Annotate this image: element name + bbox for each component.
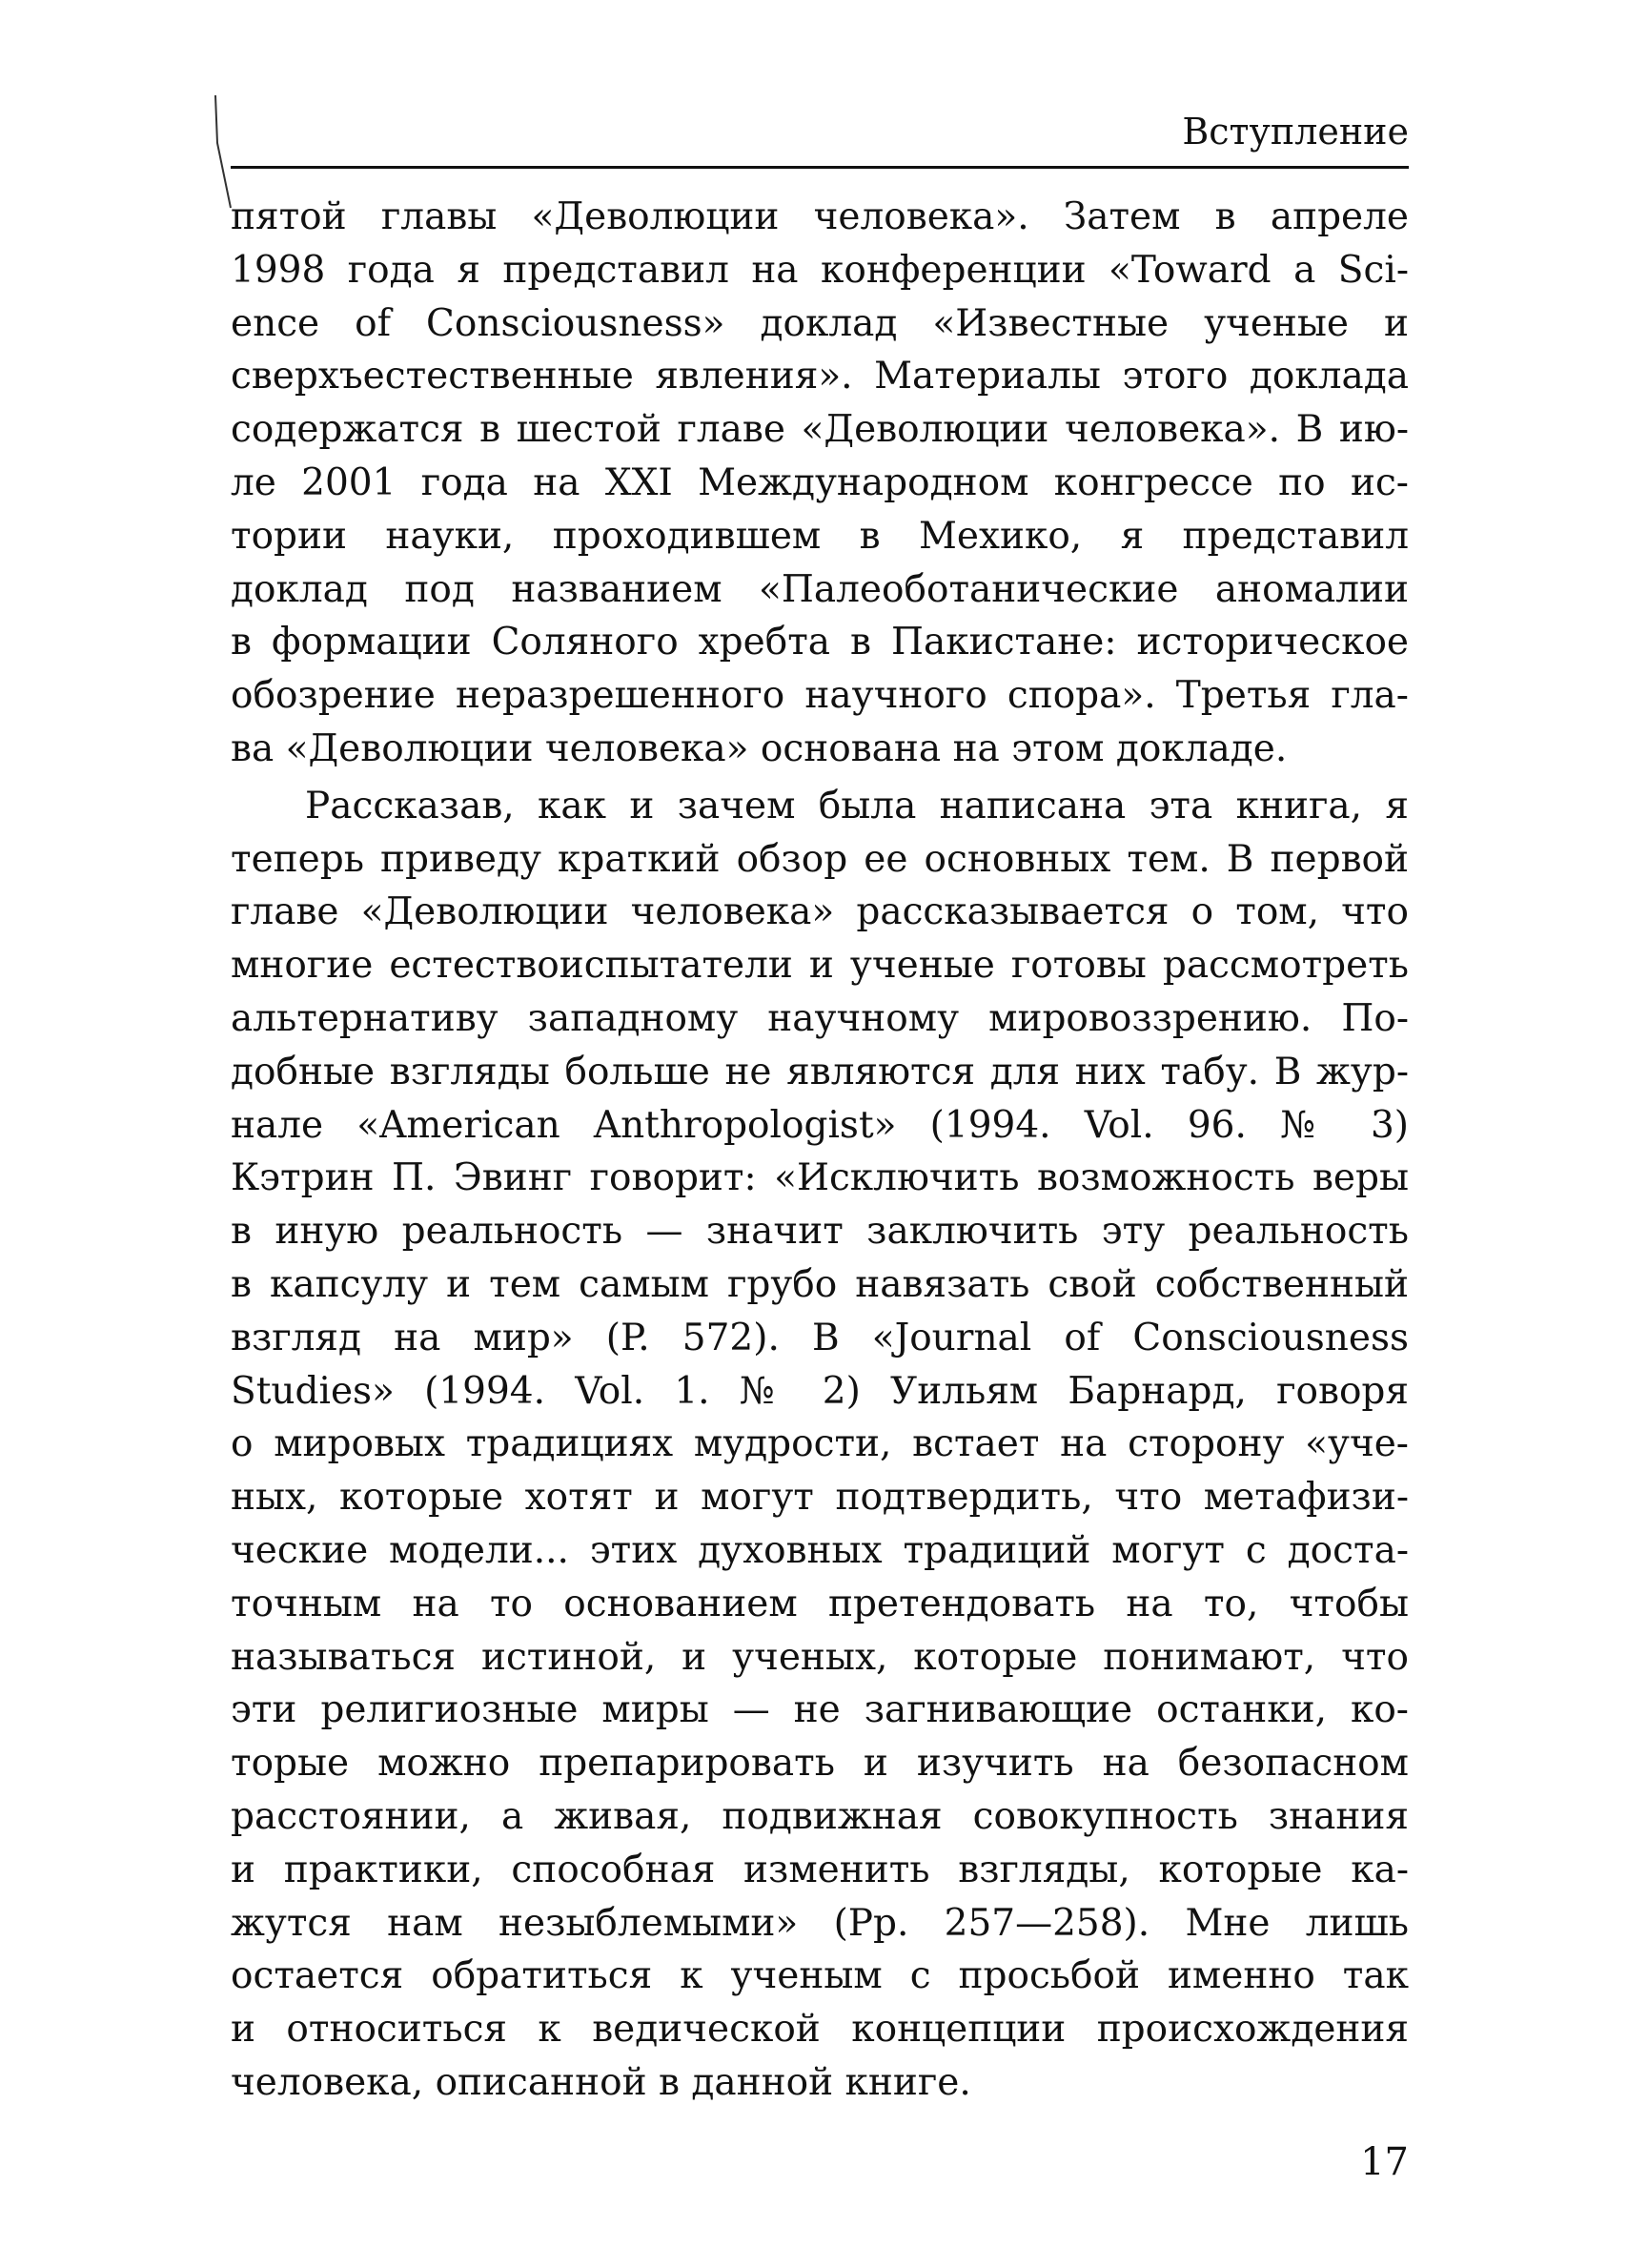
text-line: ence of Consciousness» доклад «Известные ученые и: [231, 301, 1409, 345]
text-line: главе «Деволюции человека» рассказывается о том, что: [231, 890, 1409, 934]
page-number: 17: [1360, 2140, 1409, 2184]
text-line: расстоянии, а живая, подвижная совокупность знания: [231, 1794, 1409, 1838]
text-line: альтернативу западному научному мировоззрению. По-: [231, 996, 1409, 1040]
text-line: нале «American Anthropologist» (1994. Vol. 96. № 3): [231, 1103, 1409, 1147]
paragraph-2: [231, 780, 1409, 2110]
text-line: Рассказав, как и зачем была написана эта книга, я: [305, 784, 1409, 828]
text-line: в иную реальность — значит заключить эту реальность: [231, 1210, 1409, 1254]
text-line: взгляд на мир» (P. 572). В «Journal of Consciousness: [231, 1316, 1409, 1359]
text-line: добные взгляды больше не являются для них табу. В жур-: [231, 1050, 1409, 1093]
text-line: содержатся в шестой главе «Деволюции человека». В ию-: [231, 408, 1409, 452]
running-head: [231, 107, 1409, 169]
text-line: 1998 года я представил на конференции «Toward a Sci-: [231, 248, 1409, 292]
text-line: и относиться к ведической концепции происхождения: [231, 2008, 1409, 2052]
paragraph-1: [231, 191, 1409, 776]
text-line: остается обратиться к ученым с просьбой именно так: [231, 1954, 1409, 1998]
text-line: называться истиной, и ученых, которые понимают, что: [231, 1635, 1409, 1679]
text-line: в формации Соляного хребта в Пакистане: историческое: [231, 621, 1409, 664]
running-title: Вступление: [1182, 111, 1409, 153]
text-line: жутся нам незыблемыми» (Pp. 257—258). Мне лишь: [231, 1901, 1409, 1945]
text-line: о мировых традициях мудрости, встает на сторону «уче-: [231, 1422, 1409, 1466]
text-line: ва «Деволюции человека» основана на этом докладе.: [231, 726, 1288, 770]
text-line: в капсулу и тем самым грубо навязать свой собственный: [231, 1262, 1409, 1306]
text-line: Кэтрин П. Эвинг говорит: «Исключить возможность веры: [231, 1156, 1409, 1200]
text-line: обозрение неразрешенного научного спора». Третья гла-: [231, 674, 1409, 718]
text-line: сверхъестественные явления». Материалы этого доклада: [231, 355, 1409, 398]
text-line: Studies» (1994. Vol. 1. № 2) Уильям Барнард, говоря: [231, 1369, 1409, 1413]
text-line: доклад под названием «Палеоботанические аномалии: [231, 567, 1409, 611]
text-line: ле 2001 года на XXI Международном конгрессе по ис-: [231, 460, 1409, 504]
text-line: тории науки, проходившем в Мехико, я представил: [231, 514, 1409, 558]
text-line: эти религиозные миры — не загнивающие останки, ко-: [231, 1688, 1409, 1732]
main-text: [231, 191, 1409, 2110]
text-line: точным на то основанием претендовать на то, чтобы: [231, 1582, 1409, 1625]
text-line: многие естествоиспытатели и ученые готовы рассмотреть: [231, 944, 1409, 988]
text-line: торые можно препарировать и изучить на безопасном: [231, 1742, 1409, 1786]
text-line: ческие модели... этих духовных традиций могут с доста-: [231, 1528, 1409, 1572]
text-line: пятой главы «Деволюции человека». Затем в апреле: [231, 195, 1409, 238]
text-line: человека, описанной в данной книге.: [231, 2060, 971, 2104]
text-line: ных, которые хотят и могут подтвердить, что метафизи-: [231, 1476, 1409, 1520]
text-line: и практики, способная изменить взгляды, которые ка-: [231, 1848, 1409, 1891]
text-line: теперь приведу краткий обзор ее основных тем. В первой: [231, 837, 1409, 881]
